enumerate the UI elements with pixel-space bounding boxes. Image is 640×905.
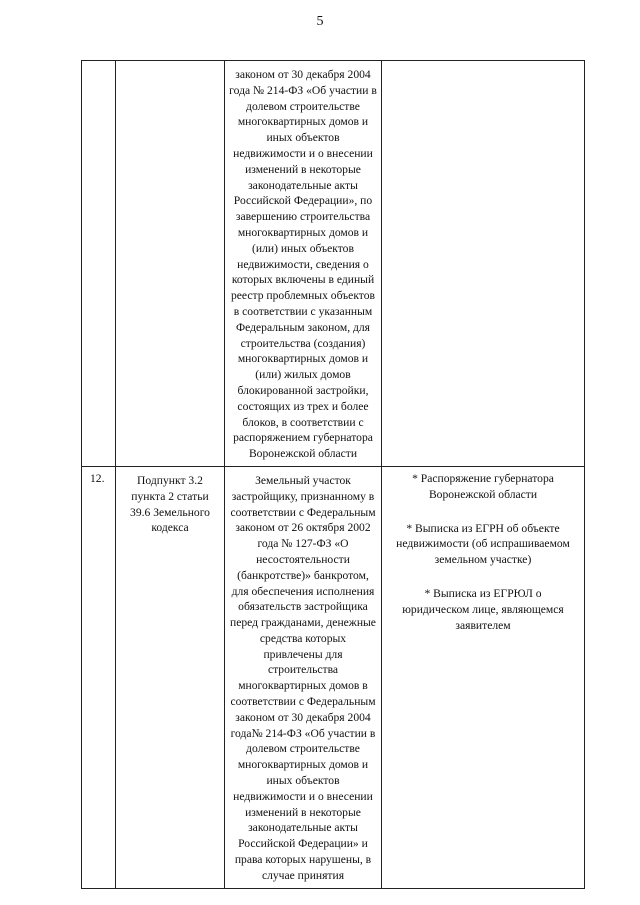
description-text: Земельный участок застройщику, признанному в соответствии с Федеральным законом от 26 октября 2002 года № 127-ФЗ «О несостоятельности (банкротстве)» банкротом, для обеспечения исполнения обязательств застройщика перед гражданами, денежные средства которых привлечены для строительства многоквартирных домов в соответствии с Федеральным законом от 30 декабря 2004 года№ 214-ФЗ «Об участии в долевом строительстве многоквартирных домов и иных объектов недвижимости и о внесении изменений в некоторые законодательные акты Российской Федерации» и права которых нарушены, в случае принятия bbox=[230, 473, 376, 882]
page-number: 5 bbox=[316, 14, 324, 29]
row-number-cell bbox=[82, 61, 116, 467]
row-number: 12. bbox=[90, 471, 105, 485]
row-number-cell bbox=[82, 466, 116, 888]
description-text: законом от 30 декабря 2004 года № 214-ФЗ «Об участии в долевом строительстве многоквартирных домов и иных объектов недвижимости и о внесении изменений в некоторые законодательные акты Российской Федерации», по завершению строительства многоквартирных домов и (или) иных объектов недвижимости, сведения о которых включены в единый реестр проблемных объектов в соответствии с указанным Федеральным законом, для строительства (создания) многоквартирных домов и (или) жилых домов блокированной застройки, состоящих из трех и более блоков, в соответствии с распоряжением губернатора Воронежской области bbox=[229, 68, 377, 461]
documents-list bbox=[382, 467, 584, 637]
table-row bbox=[82, 61, 585, 467]
documents-cell bbox=[382, 466, 585, 888]
row-number bbox=[82, 61, 115, 65]
legal-basis-text: Подпункт 3.2 пункта 2 статьи 39.6 Земельного кодекса bbox=[130, 473, 210, 535]
legal-basis-cell bbox=[116, 466, 225, 888]
legal-basis-text bbox=[116, 61, 224, 71]
land-plot-grounds-table bbox=[81, 60, 585, 889]
document-item: * Выписка из ЕГРЮЛ о юридическом лице, являющемся заявителем bbox=[402, 586, 564, 632]
legal-basis-cell bbox=[116, 61, 225, 467]
table-row bbox=[82, 466, 585, 888]
documents-cell bbox=[382, 61, 585, 467]
document-item: * Выписка из ЕГРН об объекте недвижимости (об испрашиваемом земельном участке) bbox=[396, 521, 570, 567]
description-cell bbox=[225, 61, 382, 467]
document-item: * Распоряжение губернатора Воронежской области bbox=[412, 471, 554, 501]
description-cell bbox=[225, 466, 382, 888]
